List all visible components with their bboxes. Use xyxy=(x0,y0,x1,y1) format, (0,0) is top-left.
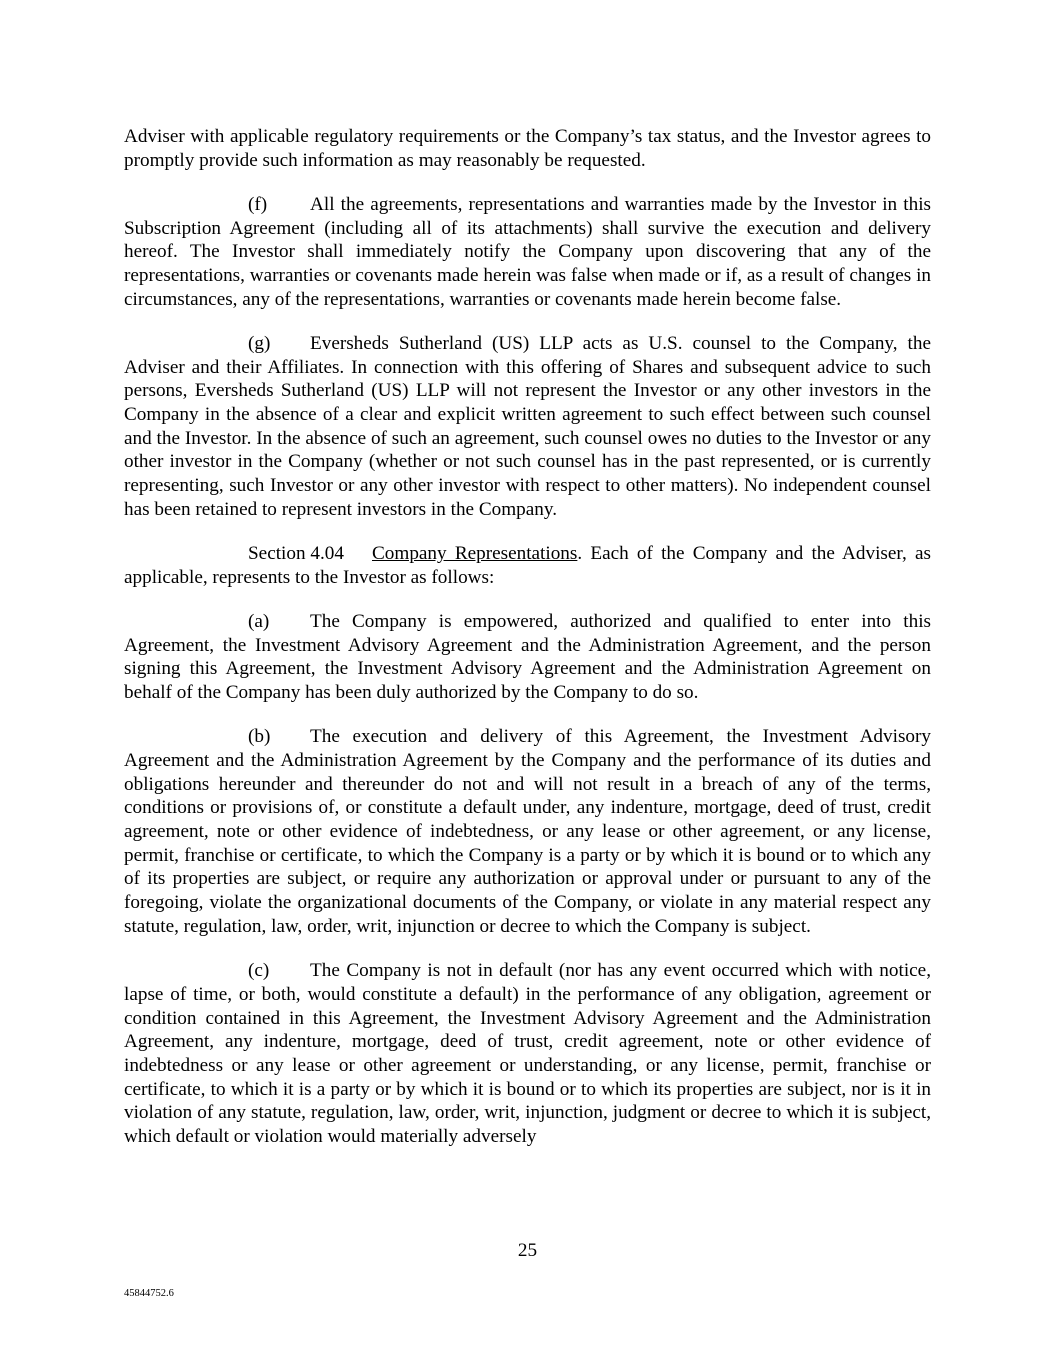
paragraph-a xyxy=(124,610,931,705)
section-heading: Company Representations xyxy=(372,543,578,565)
paragraph-marker: (g) xyxy=(248,332,271,354)
section-number: Section 4.04 xyxy=(248,543,344,565)
paragraph-continuation xyxy=(124,125,931,172)
paragraph-text: The Company is empowered, authorized and qualified to enter into this Agreement, the Investment Advisory Agreement and the Administration Agreement, and the person signing this Agreement, the Investment Advisory Agreement and the Administration Agreement on behalf of the Company has been duly authorized by the Company to do so. xyxy=(124,610,931,704)
paragraph-marker: (c) xyxy=(248,960,270,982)
paragraph-b xyxy=(124,725,931,938)
paragraph-marker: (b) xyxy=(248,726,271,748)
paragraph-marker: (a) xyxy=(248,610,270,632)
page-number: 25 xyxy=(517,1240,538,1261)
paragraph-text: The Company is not in default (nor has any event occurred which with notice, lapse of time, or both, would constitute a default) in the performance of any obligation, agreement or condition contained in this Agreement, the Investment Advisory Agreement and the Administration Agreement, any indenture, mortgage, deed of trust, credit agreement, note or other evidence of indebtedness or any lease or other agreement or understanding, or any license, permit, franchise or certificate, to which it is a party or by which it is bound or to which its properties are subject, nor is it in violation of any statute, regulation, law, order, writ, injunction, judgment or decree to which it is subject, which default or violation would materially adversely xyxy=(124,960,931,1148)
paragraph-f xyxy=(124,193,931,312)
document-id: 45844752.6 xyxy=(124,1288,174,1299)
section-4-04 xyxy=(124,542,931,589)
paragraph-text: The execution and delivery of this Agreement, the Investment Advisory Agreement and the Administration Agreement by the Company and the performance of its duties and obligations hereunder and thereunder do not and will not result in a breach of any of the terms, conditions or provisions of, or constitute a default under, any indenture, mortgage, deed of trust, credit agreement, note or other evidence of indebtedness, or any lease or other agreement, or any license, permit, franchise or certificate, to which the Company is a party or by which it is bound or to which any of its properties are subject, or require any authorization or approval under or pursuant to any of the foregoing, violate the organizational documents of the Company, or violate in any material respect any statute, regulation, law, order, writ, injunction or decree to which the Company is subject. xyxy=(124,726,931,937)
paragraph-text: All the agreements, representations and warranties made by the Investor in this Subscription Agreement (including all of its attachments) shall survive the execution and delivery hereof. The Investor shall immediately notify the Company upon discovering that any of the representations, warranties or covenants made herein was false when made or if, as a result of changes in circumstances, any of the representations, warranties or covenants made herein become false. xyxy=(124,193,931,310)
paragraph-g xyxy=(124,332,931,522)
paragraph-text: . Each of the Company and the Adviser, as applicable, represents to the Investor as follows: xyxy=(124,543,931,588)
paragraph-text: Eversheds Sutherland (US) LLP acts as U.S. counsel to the Company, the Adviser and their Affiliates. In connection with this offering of Shares and subsequent advice to such persons, Eversheds Sutherland (US) LLP will not represent the Investor or any other investors in the Company in the absence of a clear and explicit written agreement to such effect between such counsel and the Investor. In the absence of such an agreement, such counsel owes no duties to the Investor or any other investor in the Company (whether or not such counsel has in the past represented, or is currently representing, such Investor or any other investor with respect to other matters). No independent counsel has been retained to represent investors in the Company. xyxy=(124,332,931,520)
paragraph-marker: (f) xyxy=(248,193,268,215)
paragraph-c xyxy=(124,959,931,1149)
paragraph-text: Adviser with applicable regulatory requirements or the Company’s tax status, and the Investor agrees to promptly provide such information as may reasonably be requested. xyxy=(124,126,931,171)
document-body xyxy=(124,125,931,1169)
